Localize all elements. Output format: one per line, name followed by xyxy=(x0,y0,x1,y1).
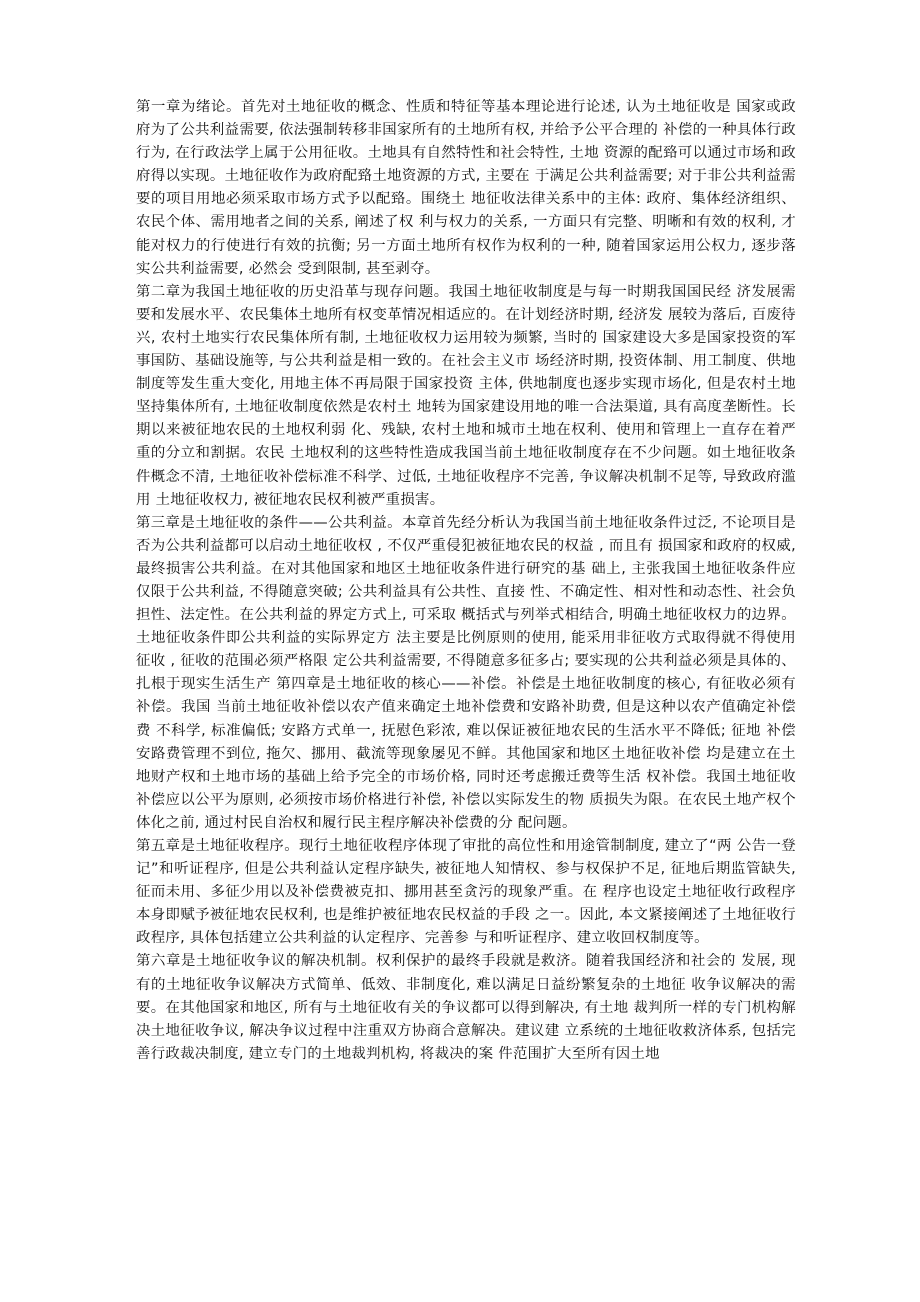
document-body xyxy=(136,96,796,1066)
paragraph-chapter-3-4: 第三章是土地征收的条件——公共利益。本章首先经分析认为我国当前土地征收条件过泛, 不论项目是否为公共利益都可以启动土地征收权 , 不仅严重侵犯被征地农民的权益 , 而且有 损国家和政府的权威, 最终损害公共利益。在对其他国家和地区土地征收条件进行研究的基 础上, 主张我国土地征收条件应仅限于公共利益, 不得随意突破; 公共利益具有公共性、直接 性、不确定性、相对性和动态性、社会负担性、法定性。在公共利益的界定方式上, 可采取 概括式与列举式相结合, 明确土地征收权力的边界。土地征收条件即公共利益的实际界定方 法主要是比例原则的使用, 能采用非征收方式取得就不得使用征收 , 征收的范围必须严格限 定公共利益需要, 不得随意多征多占; 要实现的公共利益必须是具体的、扎根于现实生活生产 第四章是土地征收的核心——补偿。补偿是土地征收制度的核心, 有征收必须有补偿。我国 当前土地征收补偿以农产值来确定土地补偿费和安路补助费, 但是这种以农产值确定补偿费 不科学, 标准偏低; 安路方式单一, 抚慰色彩浓, 难以保证被征地农民的生活水平不降低; 征地 补偿安路费管理不到位, 拖欠、挪用、截流等现象屡见不鲜。其他国家和地区土地征收补偿 均是建立在土地财产权和土地市场的基础上给予完全的市场价格, 同时还考虑搬迁费等生活 权补偿。我国土地征收补偿应以公平为原则, 必须按市场价格进行补偿, 补偿以实际发生的物 质损失为限。在农民土地产权个体化之前, 通过村民自治权和履行民主程序解决补偿费的分 配问题。 xyxy=(136,514,796,831)
paragraph-chapter-2: 第二章为我国土地征收的历史沿革与现存问题。我国土地征收制度是与每一时期我国国民经 济发展需要和发展水平、农民集体土地所有权变革情况相适应的。在计划经济时期, 经济发 展较为落后, 百废待兴, 农村土地实行农民集体所有制, 土地征收权力运用较为频繁, 当时的 国家建设大多是国家投资的军事国防、基础设施等, 与公共利益是相一致的。在社会主义市 场经济时期, 投资体制、用工制度、供地制度等发生重大变化, 用地主体不再局限于国家投资 主体, 供地制度也逐步实现市场化, 但是农村土地坚持集体所有, 土地征收制度依然是农村土 地转为国家建设用地的唯一合法渠道, 具有高度垄断性。长期以来被征地农民的土地权利弱 化、残缺, 农村土地和城市土地在权利、使用和管理上一直存在着严重的分立和割据。农民 土地权利的这些特性造成我国当前土地征收制度存在不少问题。如土地征收条件概念不清, 土地征收补偿标准不科学、过低, 土地征收程序不完善, 争议解决机制不足等, 导致政府滥用 土地征收权力, 被征地农民权利被严重损害。 xyxy=(136,283,796,508)
paragraph-chapter-6: 第六章是土地征收争议的解决机制。权利保护的最终手段就是救济。随着我国经济和社会的 发展, 现有的土地征收争议解决方式简单、低效、非制度化, 难以满足日益纷繁复杂的土地征 收争议解决的需要。在其他国家和地区, 所有与土地征收有关的争议都可以得到解决, 有土地 裁判所一样的专门机构解决土地征收争议, 解决争议过程中注重双方协商合意解决。建议建 立系统的土地征收救济体系, 包括完善行政裁决制度, 建立专门的土地裁判机构, 将裁决的案 件范围扩大至所有因土地 xyxy=(136,953,796,1062)
paragraph-chapter-1: 第一章为绪论。首先对土地征收的概念、性质和特征等基本理论进行论述, 认为土地征收是 国家或政府为了公共利益需要, 依法强制转移非国家所有的土地所有权, 并给予公平合理的 补偿的一种具体行政行为, 在行政法学上属于公用征收。土地具有自然特性和社会特性, 土地 资源的配臵可以通过市场和政府得以实现。土地征收作为政府配臵土地资源的方式, 主要在 于满足公共利益需要; 对于非公共利益需要的项目用地必须采取市场方式予以配臵。围绕土 地征收法律关系中的主体: 政府、集体经济组织、农民个体、需用地者之间的关系, 阐述了权 利与权力的关系, 一方面只有完整、明晰和有效的权利, 才能对权力的行使进行有效的抗衡; 另一方面土地所有权作为权利的一种, 随着国家运用公权力, 逐步落实公共利益需要, 必然会 受到限制, 甚至剥夺。 xyxy=(136,99,796,277)
paragraph-chapter-5: 第五章是土地征收程序。现行土地征收程序体现了审批的高位性和用途管制制度, 建立了“两 公告一登记”和听证程序, 但是公共利益认定程序缺失, 被征地人知情权、参与权保护不足, 征地后期监管缺失, 征而未用、多征少用以及补偿费被克扣、挪用甚至贪污的现象严重。在 程序也设定土地征收行政程序本身即赋予被征地农民权利, 也是维护被征地农民权益的手段 之一。因此, 本文紧接阐述了土地征收行政程序, 具体包括建立公共利益的认定程序、完善参 与和听证程序、建立收回权制度等。 xyxy=(136,838,796,947)
